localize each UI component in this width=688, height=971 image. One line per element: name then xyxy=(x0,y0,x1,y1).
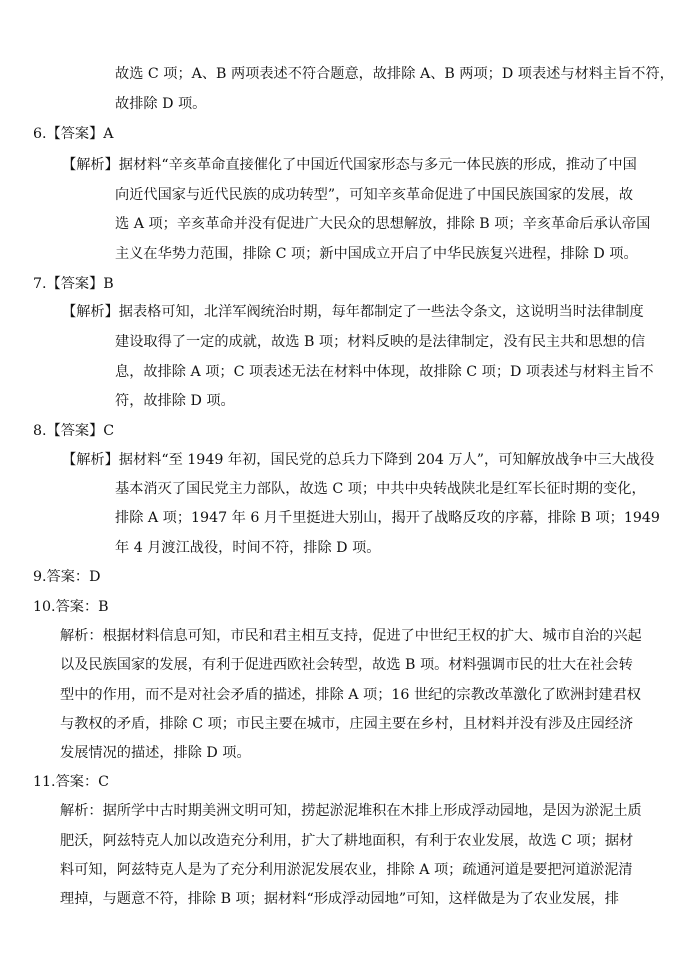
q9-answer: 9.答案：D xyxy=(33,569,101,585)
q5-line-2: 故排除 D 项。 xyxy=(115,96,207,112)
q7-line-2: 建设取得了一定的成就，故选 B 项；材料反映的是法律制定，没有民主共和思想的信 xyxy=(115,334,646,350)
q6-answer: 6.【答案】A xyxy=(33,126,114,142)
q10-line-1: 解析：根据材料信息可知，市民和君主相互支持，促进了中世纪王权的扩大、城市自治的兴起 xyxy=(60,628,642,644)
q8-line-3: 排除 A 项；1947 年 6 月千里挺进大别山，揭开了战略反攻的序幕，排除 B 项；1949 xyxy=(115,510,660,526)
q10-line-4: 与教权的矛盾，排除 C 项；市民主要在城市，庄园主要在乡村，且材料并没有涉及庄园经济 xyxy=(60,716,634,732)
q7-line-3: 息，故排除 A 项；C 项表述无法在材料中体现，故排除 C 项；D 项表述与材料主旨不 xyxy=(115,364,654,380)
q11-line-3: 料可知，阿兹特克人是为了充分利用淤泥发展农业，排除 A 项；疏通河道是要把河道淤泥清 xyxy=(60,862,633,878)
q11-answer: 11.答案：C xyxy=(33,774,109,790)
q10-line-3: 型中的作用，而不是对社会矛盾的描述，排除 A 项；16 世纪的宗教改革激化了欧洲封建君权 xyxy=(60,687,641,703)
q8-line-4: 年 4 月渡江战役，时间不符，排除 D 项。 xyxy=(115,540,381,556)
q11-line-2: 肥沃，阿兹特克人加以改造充分利用，扩大了耕地面积，有利于农业发展，故选 C 项；据材 xyxy=(60,833,634,849)
q8-line-1: 【解析】据材料“至 1949 年初，国民党的总兵力下降到 204 万人”，可知解放战争中三大战役 xyxy=(62,452,655,468)
q6-line-4: 主义在华势力范围，排除 C 项；新中国成立开启了中华民族复兴进程，排除 D 项。 xyxy=(115,246,638,262)
q5-line-1: 故选 C 项；A、B 两项表述不符合题意，故排除 A、B 两项；D 项表述与材料主旨不符， xyxy=(115,66,674,82)
q8-answer: 8.【答案】C xyxy=(33,423,115,439)
q7-line-4: 符，故排除 D 项。 xyxy=(115,393,235,409)
q11-line-4: 理掉，与题意不符，排除 B 项；据材料“形成浮动园地”可知，这样做是为了农业发展，排 xyxy=(60,891,619,907)
q10-answer: 10.答案：B xyxy=(33,599,109,615)
q7-line-1: 【解析】据表格可知，北洋军阀统治时期，每年都制定了一些法令条文，这说明当时法律制度 xyxy=(62,304,644,320)
q10-line-5: 发展情况的描述，排除 D 项。 xyxy=(60,745,251,761)
q6-line-3: 选 A 项；辛亥革命并没有促进广大民众的思想解放，排除 B 项；辛亥革命后承认帝国 xyxy=(115,216,651,232)
q6-line-2: 向近代国家与近代民族的成功转型”，可知辛亥革命促进了中国民族国家的发展，故 xyxy=(115,187,634,203)
q7-answer: 7.【答案】B xyxy=(33,276,114,292)
q11-line-1: 解析：据所学中古时期美洲文明可知，捞起淤泥堆积在木排上形成浮动园地，是因为淤泥土质 xyxy=(60,803,642,819)
q8-line-2: 基本消灭了国民党主力部队，故选 C 项；中共中央转战陕北是红军长征时期的变化， xyxy=(115,481,646,497)
q6-line-1: 【解析】据材料“辛亥革命直接催化了中国近代国家形态与多元一体民族的形成，推动了中国 xyxy=(62,157,637,173)
q10-line-2: 以及民族国家的发展，有利于促进西欧社会转型，故选 B 项。材料强调市民的壮大在社会转 xyxy=(60,657,633,673)
